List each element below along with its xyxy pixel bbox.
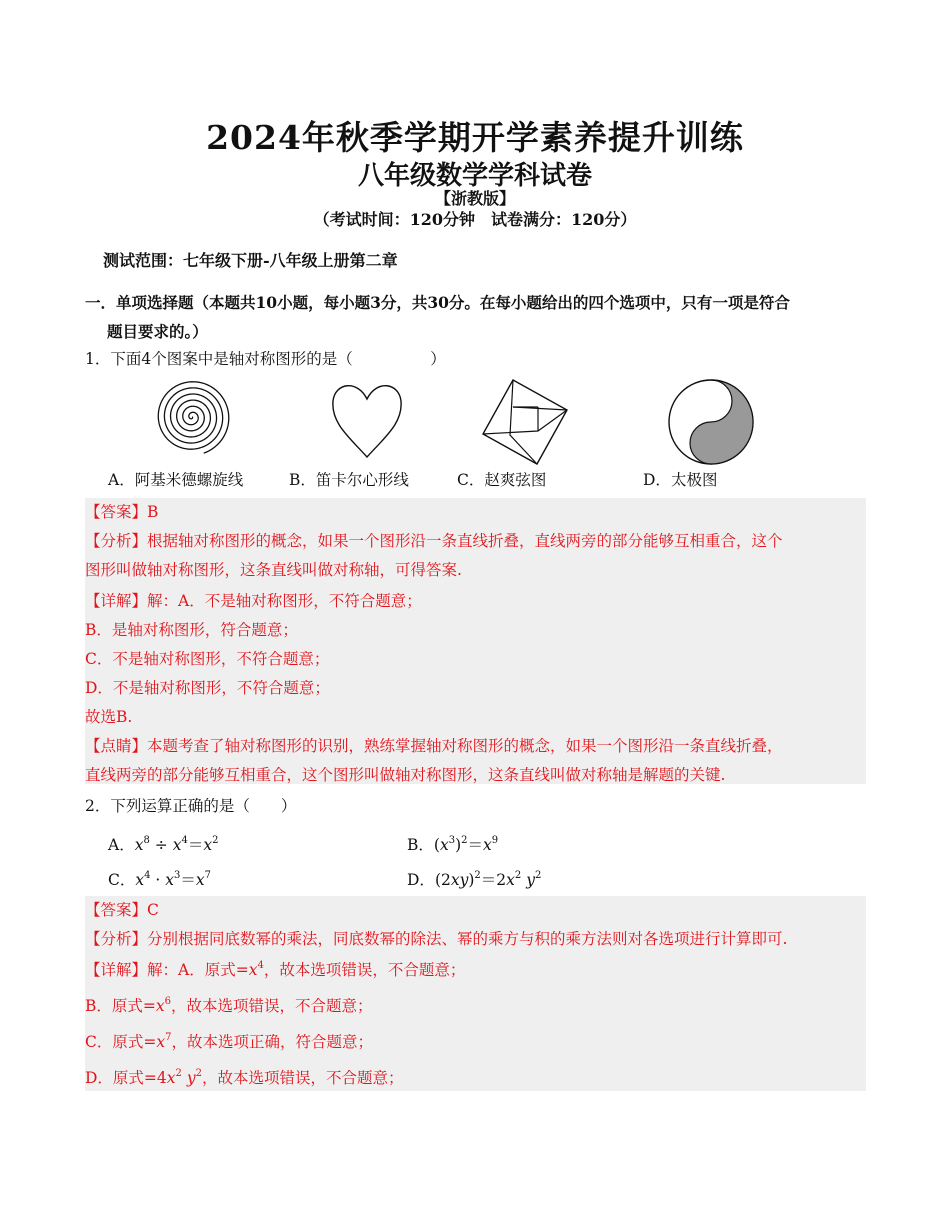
option-b-label: B． [289, 471, 316, 489]
q1-detail-1: 【详解】解：A．不是轴对称图形，不符合题意； [85, 592, 422, 610]
option-c-caption [457, 468, 546, 490]
spiral-icon [152, 377, 232, 457]
section-heading [85, 288, 875, 346]
q1-detail-4: D．不是轴对称图形，不符合题意； [85, 679, 330, 697]
option-a-label: A． [108, 471, 135, 489]
page-title: 2024年秋季学期开学素养提升训练 [206, 118, 744, 157]
q1-conclusion: 故选B. [85, 708, 133, 726]
q1-detail-3: C．不是轴对称图形，不符合题意； [85, 650, 330, 668]
q2-detail-a: 【详解】解：A．原式$=x^4$，故本选项错误，不合题意； [85, 960, 466, 979]
option-b-text: 笛卡尔心形线 [315, 471, 409, 489]
q1-analysis-line1: 【分析】根据轴对称图形的概念，如果一个图形沿一条直线折叠，直线两旁的部分能够互相重合，这个 [85, 532, 783, 550]
q2-detail-c: C．原式$=x^7$，故本选项正确，符合题意； [85, 1032, 373, 1051]
zhaoshuang-diagram-icon [480, 377, 570, 467]
q1-comment-line1: 【点睛】本题考查了轴对称图形的识别，熟练掌握轴对称图形的概念，如果一个图形沿一条直线折叠， [85, 737, 783, 755]
q1-answer-box [85, 498, 866, 784]
option-b-caption [289, 468, 409, 490]
q2-option-a: A．$x^8 \div x^4=x^2$ [108, 835, 219, 854]
section-heading-line2: 题目要求的。） [107, 322, 208, 341]
q2-detail-d: D．原式$=4x^2$ $y^2$，故本选项错误，不合题意； [85, 1068, 404, 1087]
option-a-caption [108, 468, 243, 490]
taiji-icon [666, 377, 756, 467]
heart-icon [327, 377, 407, 461]
option-d-text: 太极图 [670, 471, 718, 489]
option-c-text: 赵爽弦图 [484, 471, 547, 489]
edition-label: 【浙教版】 [434, 189, 515, 208]
exam-info: （考试时间：120分钟 试卷满分：120分） [313, 210, 637, 229]
q1-answer: 【答案】B [85, 503, 159, 521]
q2-detail-b: B．原式$=x^6$，故本选项错误，不合题意； [85, 996, 373, 1015]
question-2-stem: 2．下列运算正确的是（ ） [85, 797, 297, 815]
page-subtitle: 八年级数学学科试卷 [357, 161, 592, 191]
option-d-label: D． [643, 471, 671, 489]
q1-detail-2: B．是轴对称图形，符合题意； [85, 621, 298, 639]
q2-option-b: B．$(x^3)^2=x^9$ [407, 835, 499, 854]
option-a-text: 阿基米德螺旋线 [134, 471, 244, 489]
q2-analysis: 【分析】分别根据同底数幂的乘法，同底数幂的除法、幂的乘方与积的乘方法则对各选项进行计算即可. [85, 930, 788, 948]
option-c-label: C． [457, 471, 485, 489]
q2-option-d: D．$(2xy)^2=2x^2$ $y^2$ [407, 870, 542, 889]
question-1-stem: 1．下面4个图案中是轴对称图形的是（ ） [85, 350, 446, 368]
q2-answer-box [85, 896, 866, 1091]
option-d-caption [643, 468, 717, 490]
section-heading-line1: 一．单项选择题（本题共10小题，每小题3分，共30分。在每小题给出的四个选项中，只有一项是符合 [85, 293, 790, 312]
test-scope: 测试范围：七年级下册-八年级上册第二章 [103, 251, 398, 270]
q2-option-c: C．$x^4 \cdot x^3=x^7$ [108, 870, 212, 889]
q2-answer: 【答案】C [85, 901, 159, 919]
q1-comment-line2: 直线两旁的部分能够互相重合，这个图形叫做轴对称图形，这条直线叫做对称轴是解题的关键. [85, 766, 726, 784]
q1-analysis-line2: 图形叫做轴对称图形，这条直线叫做对称轴，可得答案. [85, 561, 462, 579]
